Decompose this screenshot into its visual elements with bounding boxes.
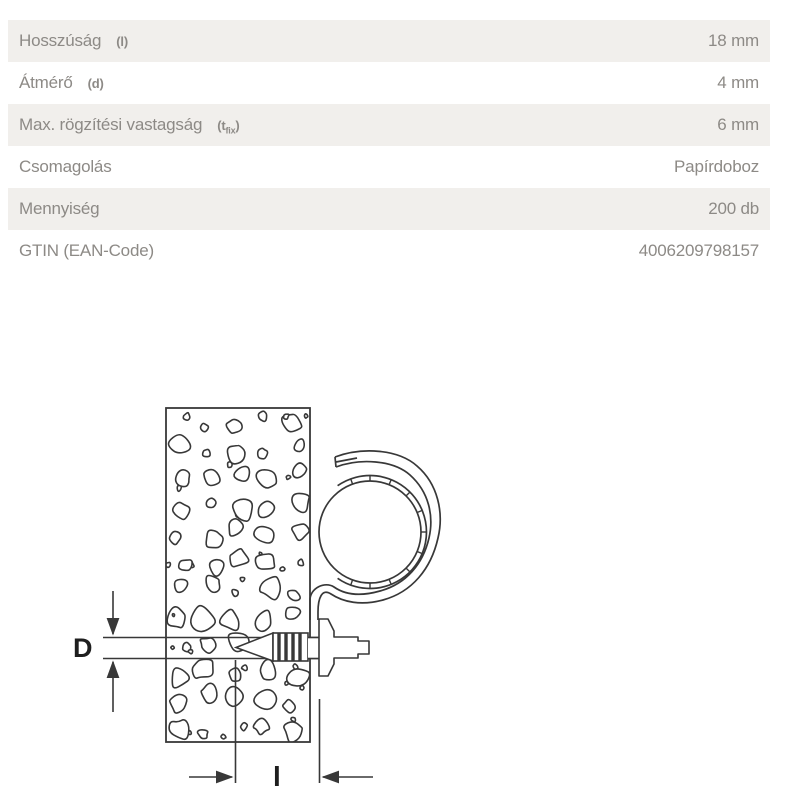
spec-value: 200 db: [708, 199, 759, 218]
spec-value: 4006209798157: [638, 241, 759, 260]
spec-label: GTIN (EAN-Code): [19, 241, 154, 260]
serration-ticks: [351, 476, 427, 589]
spec-symbol: (l): [116, 34, 128, 49]
spec-value: 4 mm: [717, 73, 759, 92]
spec-value: Papírdoboz: [674, 157, 759, 176]
wall-section: [164, 408, 310, 743]
diameter-label: D: [73, 633, 93, 663]
strap-end-seam: [336, 458, 357, 462]
strap-inner-edge: [310, 462, 431, 620]
nail-collar-head: [319, 619, 369, 676]
spec-label: Mennyiség: [19, 199, 100, 218]
pipe-circle: [319, 481, 421, 583]
spec-value: 18 mm: [708, 31, 759, 50]
spec-label: Csomagolás: [19, 157, 112, 176]
strap-end-cap: [335, 457, 336, 467]
spec-symbol: (d): [87, 76, 104, 91]
spec-label: Hosszúság: [19, 31, 102, 50]
spec-label: Átmérő: [19, 73, 73, 92]
spec-value: 6 mm: [717, 115, 759, 134]
spec-symbol: $(t_{fix})$: [217, 118, 240, 136]
spec-label: Max. rögzítési vastagság: [19, 115, 203, 134]
pipe-clip: [310, 451, 440, 620]
length-label: l: [273, 761, 281, 792]
